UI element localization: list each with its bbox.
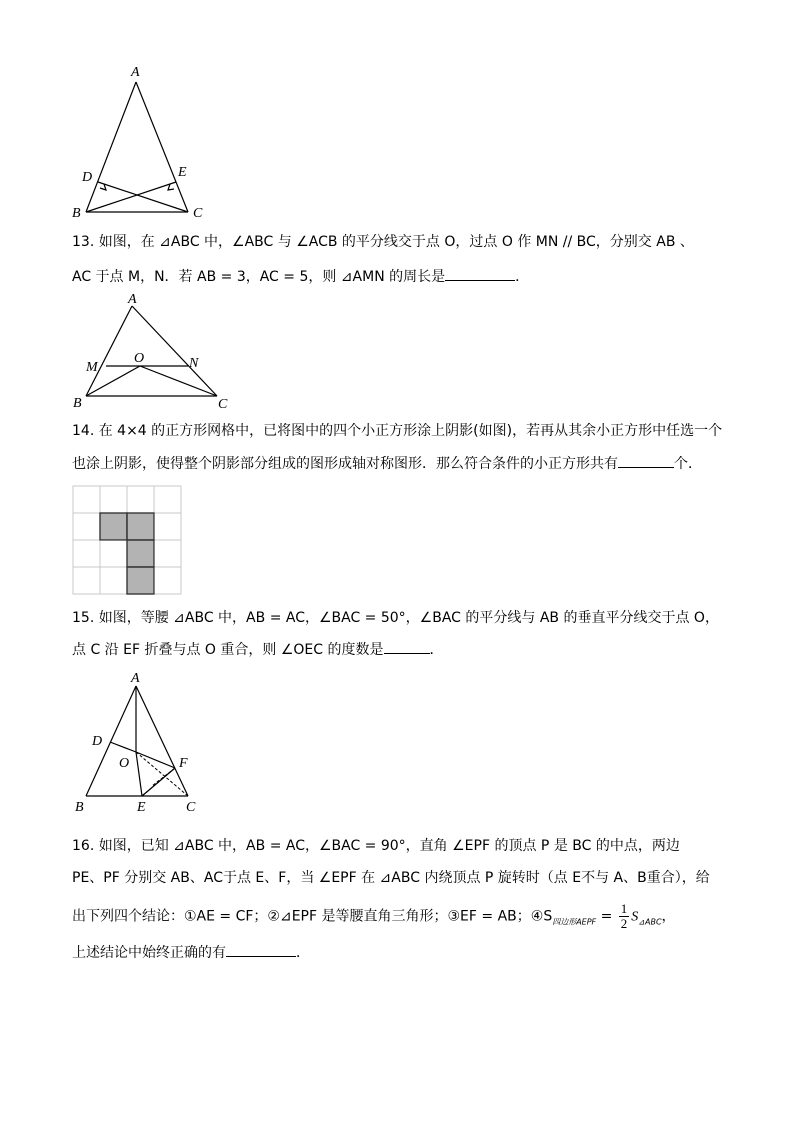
q14-line1: 14. 在 4×4 的正方形网格中，已将图中的四个小正方形涂上阴影(如图)，若再从其余小正方形中任选一个 xyxy=(72,423,723,439)
segment-cd xyxy=(98,182,188,212)
segment-ab xyxy=(86,306,132,396)
q16-area-s: S xyxy=(631,909,639,925)
label-d: D xyxy=(92,734,103,749)
figure-triangle-altitudes xyxy=(70,62,220,224)
q16-line3-text: 出下列四个结论：①AE = CF；②⊿EPF 是等腰直角三角形；③EF = AB；④S xyxy=(72,908,553,925)
q14-line2-text: 也涂上阴影，使得整个阴影部分组成的图形成轴对称图形．那么符合条件的小正方形共有 xyxy=(72,456,618,472)
grid-cell xyxy=(100,486,127,513)
label-a: A xyxy=(128,292,137,307)
figure-q15-triangle xyxy=(72,670,212,818)
q16-equals: = xyxy=(596,908,617,925)
q16-fraction-numerator: 1 xyxy=(620,901,628,916)
segment-oc xyxy=(140,366,217,396)
label-n: N xyxy=(189,356,199,371)
grid-cell xyxy=(154,486,181,513)
label-a: A xyxy=(131,65,140,80)
label-e: E xyxy=(137,800,146,815)
segment-oe xyxy=(136,752,142,796)
q15-line1: 15. 如图，等腰 ⊿ABC 中，AB = AC，∠BAC = 50°，∠BAC 的平分线与 AB 的垂直平分线交于点 O， xyxy=(72,610,719,626)
label-b: B xyxy=(72,206,81,221)
label-b: B xyxy=(75,800,84,815)
label-b: B xyxy=(73,396,82,411)
segment-be xyxy=(86,182,176,212)
q13-line2-end: ． xyxy=(515,269,530,285)
grid-cell xyxy=(73,513,100,540)
grid-cell xyxy=(154,513,181,540)
q16-line4-text: 上述结论中始终正确的有 xyxy=(72,945,226,961)
q15-line2 xyxy=(72,639,752,660)
q16-line4-end: ． xyxy=(296,945,310,961)
grid-cell xyxy=(73,567,100,594)
grid-cell-shaded xyxy=(127,567,154,594)
grid-cell xyxy=(100,540,127,567)
q16-line2: PE、PF 分别交 AB、AC于点 E、F，当 ∠EPF 在 ⊿ABC 内绕顶点 P 旋转时（点 E不与 A、B重合），给 xyxy=(72,870,710,886)
q13-line2 xyxy=(72,266,752,287)
q16-answer-blank xyxy=(226,942,296,957)
label-e: E xyxy=(178,165,187,180)
grid-cell-shaded xyxy=(100,513,127,540)
q16-area-subscript-2: ⊿ABC xyxy=(638,917,662,927)
label-o: O xyxy=(134,351,145,366)
q16-line3-end: ， xyxy=(661,908,676,925)
grid-cell xyxy=(73,540,100,567)
label-c: C xyxy=(193,206,203,221)
grid-cell xyxy=(127,486,154,513)
segment-do xyxy=(110,742,136,752)
q16-fraction xyxy=(619,902,630,931)
q16-line4 xyxy=(72,942,752,963)
q16-line1: 16. 如图，已知 ⊿ABC 中，AB = AC，∠BAC = 90°，直角 ∠EPF 的顶点 P 是 BC 的中点，两边 xyxy=(72,838,680,854)
label-a: A xyxy=(131,671,140,686)
q14-line2-end: 个． xyxy=(674,456,702,472)
q16-line3 xyxy=(72,902,752,932)
q13-line2-text: AC 于点 M，N．若 AB = 3，AC = 5，则 ⊿AMN 的周长是 xyxy=(72,269,446,285)
label-c: C xyxy=(218,397,228,412)
figure-q13-triangle xyxy=(72,292,242,414)
q15-line2-end: ． xyxy=(429,642,444,658)
q15-line2-text: 点 C 沿 EF 折叠与点 O 重合，则 ∠OEC 的度数是 xyxy=(72,642,384,658)
segment-of xyxy=(136,752,175,768)
label-c: C xyxy=(186,800,196,815)
q15-answer-blank xyxy=(384,639,430,654)
grid-cell xyxy=(154,540,181,567)
q13-line1: 13. 如图，在 ⊿ABC 中，∠ABC 与 ∠ACB 的平分线交于点 O，过点 O 作 MN // BC，分别交 AB 、 xyxy=(72,234,694,250)
q16-area-subscript-1: 四边形AEPF xyxy=(552,917,597,927)
grid-cell xyxy=(154,567,181,594)
figure-q14-grid xyxy=(72,485,182,595)
grid-cell-shaded xyxy=(127,513,154,540)
grid-cell-shaded xyxy=(127,540,154,567)
grid-cell xyxy=(100,567,127,594)
q13-answer-blank xyxy=(445,266,515,281)
q14-line2 xyxy=(72,453,752,474)
label-d: D xyxy=(82,170,93,185)
segment-ac xyxy=(132,306,217,396)
label-o: O xyxy=(119,756,130,771)
q16-fraction-denominator: 2 xyxy=(620,916,628,931)
q14-answer-blank xyxy=(618,453,674,468)
grid-cell xyxy=(73,486,100,513)
label-f: F xyxy=(179,756,188,771)
label-m: M xyxy=(86,360,98,375)
